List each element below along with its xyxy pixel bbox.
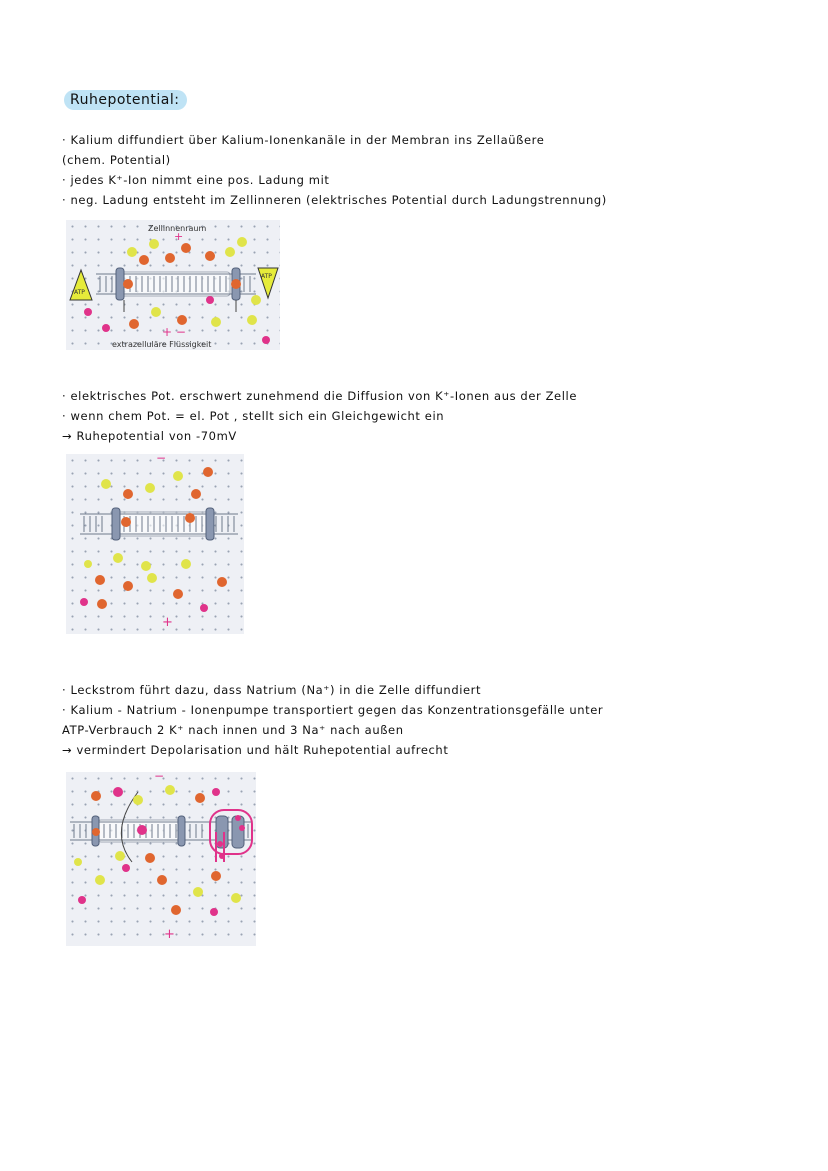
section3-line-4: → vermindert Depolarisation und hält Ruhepotential aufrecht	[62, 743, 449, 757]
membrane-figure-1	[66, 220, 280, 350]
figure1-left-tag: ATP	[74, 289, 85, 296]
figure1-bottom-label: extrazelluläre Flüssigkeit	[112, 340, 212, 349]
figure2-plus: +	[162, 615, 173, 630]
figure1-plus-minus: + −	[162, 325, 186, 339]
membrane-figure-3	[66, 772, 256, 946]
figure2-minus: −	[156, 454, 167, 465]
section3-line-3: ATP-Verbrauch 2 K⁺ nach innen und 3 Na⁺ nach außen	[62, 723, 404, 737]
section1-line-4: · neg. Ladung entsteht im Zellinneren (elektrisches Potential durch Ladungstrennung)	[62, 193, 607, 207]
section1-line-1: · Kalium diffundiert über Kalium-Ionenkanäle in der Membran ins Zellaüßere	[62, 133, 545, 147]
figure1-plus-top: +	[174, 230, 184, 243]
section3-line-2: · Kalium - Natrium - Ionenpumpe transportiert gegen das Konzentrationsgefälle unter	[62, 703, 604, 717]
figure3-plus: +	[164, 927, 175, 942]
page-title: Ruhepotential:	[64, 90, 187, 110]
section1-line-3: · jedes K⁺-Ion nimmt eine pos. Ladung mit	[62, 173, 330, 187]
figure1-top-label: Zellinnenraum	[148, 224, 207, 233]
section2-line-1: · elektrisches Pot. erschwert zunehmend die Diffusion von K⁺-Ionen aus der Zelle	[62, 389, 578, 403]
section2-line-3: → Ruhepotential von -70mV	[62, 429, 237, 443]
section2-line-2: · wenn chem Pot. = el. Pot , stellt sich ein Gleichgewicht ein	[62, 409, 445, 423]
membrane-figure-2	[66, 454, 244, 634]
figure1-right-tag: ATP	[261, 273, 272, 280]
section1-line-2: (chem. Potential)	[62, 153, 171, 167]
figure3-minus: −	[154, 772, 165, 783]
section3-line-1: · Leckstrom führt dazu, dass Natrium (Na⁺) in die Zelle diffundiert	[62, 683, 482, 697]
